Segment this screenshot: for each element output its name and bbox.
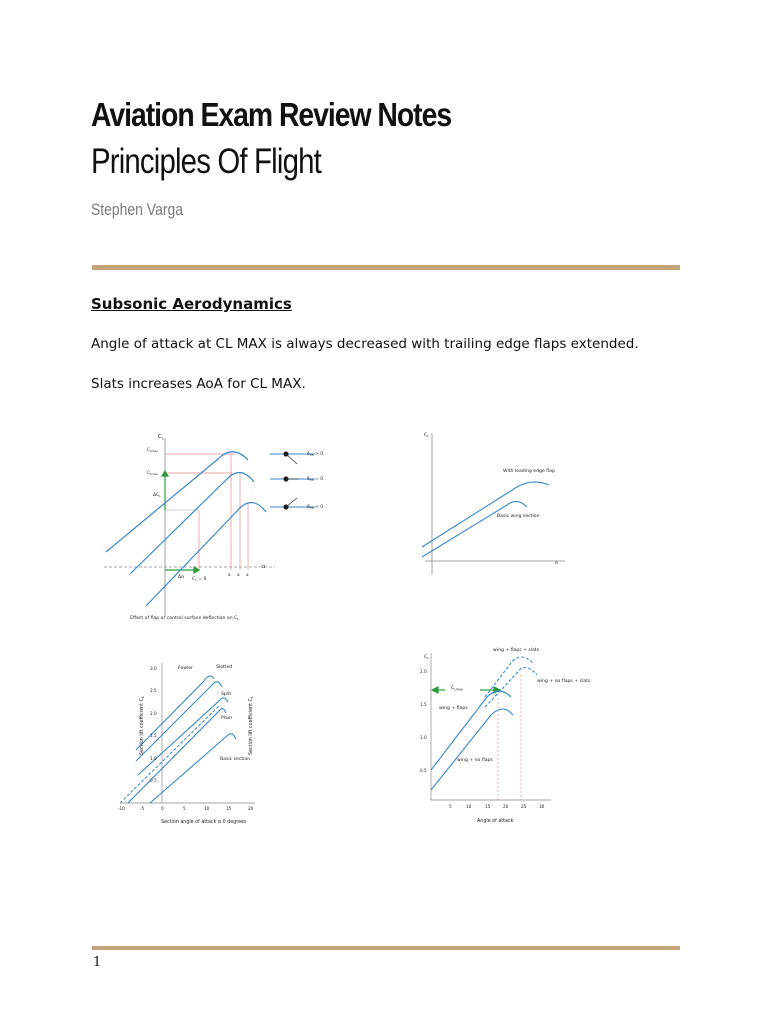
leading-edge-flap-x-axis: α	[555, 561, 558, 566]
basic-section-label: Basic section	[220, 757, 251, 762]
wing-slats-x-tick-15: 15	[485, 804, 491, 809]
wing-slats-x-tick-30: 30	[539, 804, 545, 809]
leading-edge-flap-label: With leading edge flap	[503, 469, 555, 474]
document-subtitle: Principles Of Flight	[91, 142, 321, 181]
flap-types-x-tick-0: 0	[161, 806, 164, 811]
flap-types-y-tick-2-0: 2.0	[150, 711, 157, 716]
wing-slats-dashed-curves	[485, 657, 537, 707]
flap-deflection-alpha-tick-2: α	[237, 572, 240, 577]
flap-types-y-axis-right: Section lift coefficient $C_L$	[249, 696, 254, 755]
leading-edge-flap-curves	[422, 482, 549, 557]
flap-types-y-tick-1-5: 1.5	[150, 733, 157, 738]
flap-deflection-legend-zero: $\delta_{FB} = 0$	[307, 477, 324, 482]
basic-wing-section-label: Basic wing section	[497, 514, 540, 519]
figure-flap-types	[110, 655, 270, 830]
wing-slats-x-tick-20: 20	[503, 804, 509, 809]
plain-label: Plain	[221, 716, 233, 721]
fowler-label: Fowler	[178, 666, 194, 671]
section-heading: Subsonic Aerodynamics	[91, 295, 292, 313]
flap-deflection-x-axis: α	[262, 564, 266, 570]
flap-types-y-tick-3-0: 3.0	[150, 666, 157, 671]
flap-deflection-alpha-tick-3: α	[246, 572, 249, 577]
wing-slats-y-tick-0-5: 0.5	[420, 768, 427, 773]
flap-types-y-tick-1-0: 1.0	[150, 756, 157, 761]
flap-deflection-caption: Effect of flap or control surface deflection on $C_L$	[130, 616, 240, 621]
split-label: Split	[221, 692, 232, 697]
figure-wing-slats	[415, 645, 615, 830]
flap-deflection-legend-negative: $\delta_{FB} < 0$	[307, 505, 324, 510]
figure-flap-deflection	[100, 422, 340, 627]
wing-no-flaps-label: wing + no flaps	[457, 758, 493, 763]
footer-divider	[92, 946, 680, 950]
flap-deflection-alpha-tick-1: α	[228, 572, 231, 577]
page-number: 1	[93, 955, 102, 970]
wing-slats-clmax-label: $C_{Lmax}$	[451, 686, 463, 692]
document-title: Aviation Exam Review Notes	[91, 96, 452, 133]
wing-slats-y-tick-1-0: 1.0	[420, 735, 427, 740]
flap-types-x-tick-5: 5	[183, 806, 186, 811]
flap-deflection-curves	[106, 452, 266, 606]
wing-flaps-label: wing + flaps	[439, 706, 468, 711]
flap-deflection-cl-zero: $C_L = 0$	[192, 577, 207, 582]
flap-deflection-delta-alpha: Δα	[178, 575, 185, 580]
flap-types-x-tick-neg5: -5	[140, 806, 145, 811]
flap-deflection-y-axis: $C_L$	[158, 434, 164, 441]
flap-deflection-legend-positive: $\delta_{FB} > 0$	[307, 452, 324, 457]
flap-types-x-tick-10: 10	[204, 806, 210, 811]
wing-slats-x-tick-25: 25	[521, 804, 527, 809]
paragraph-slats: Slats increases AoA for CL MAX.	[91, 376, 306, 392]
paragraph-aoa-clmax: Angle of attack at CL MAX is always decreased with trailing edge flaps extended.	[91, 336, 639, 352]
flap-deflection-clmax-high-tick: $C_{Lmax}$	[147, 447, 159, 453]
flap-types-x-tick-20: 20	[248, 806, 254, 811]
flap-types-y-axis-left: Section lift coefficient $C_L$	[140, 696, 145, 755]
flap-deflection-clmax-mid-tick: $C_{Lmax}$	[147, 470, 159, 476]
flap-types-x-axis: Section angle of attack α 0 degrees	[161, 820, 247, 825]
flap-types-y-tick-2-5: 2.5	[150, 688, 157, 693]
flap-types-x-tick-neg10: -10	[118, 806, 125, 811]
wing-slats-y-tick-2-0: 2.0	[420, 669, 427, 674]
wing-flaps-slats-label: wing + flaps + slats	[493, 648, 540, 653]
wing-slats-y-axis: $C_L$	[424, 655, 429, 660]
leading-edge-flap-y-axis: $C_L$	[424, 433, 429, 438]
flap-types-x-tick-15: 15	[226, 806, 232, 811]
flap-deflection-delta-cl: $\Delta C_L$	[153, 493, 161, 498]
figure-leading-edge-flap	[415, 425, 575, 575]
author-name: Stephen Varga	[91, 200, 183, 219]
header-divider	[92, 265, 680, 270]
wing-no-flaps-slats-label: wing + no flaps + slats	[537, 679, 591, 684]
wing-slats-y-tick-1-5: 1.5	[420, 702, 427, 707]
wing-slats-x-axis: Angle of attack	[477, 819, 514, 824]
slotted-label: Slotted	[216, 665, 233, 670]
flap-types-y-tick-0-5: 0.5	[150, 778, 157, 783]
wing-slats-x-tick-10: 10	[466, 804, 472, 809]
wing-slats-x-tick-5: 5	[449, 804, 452, 809]
